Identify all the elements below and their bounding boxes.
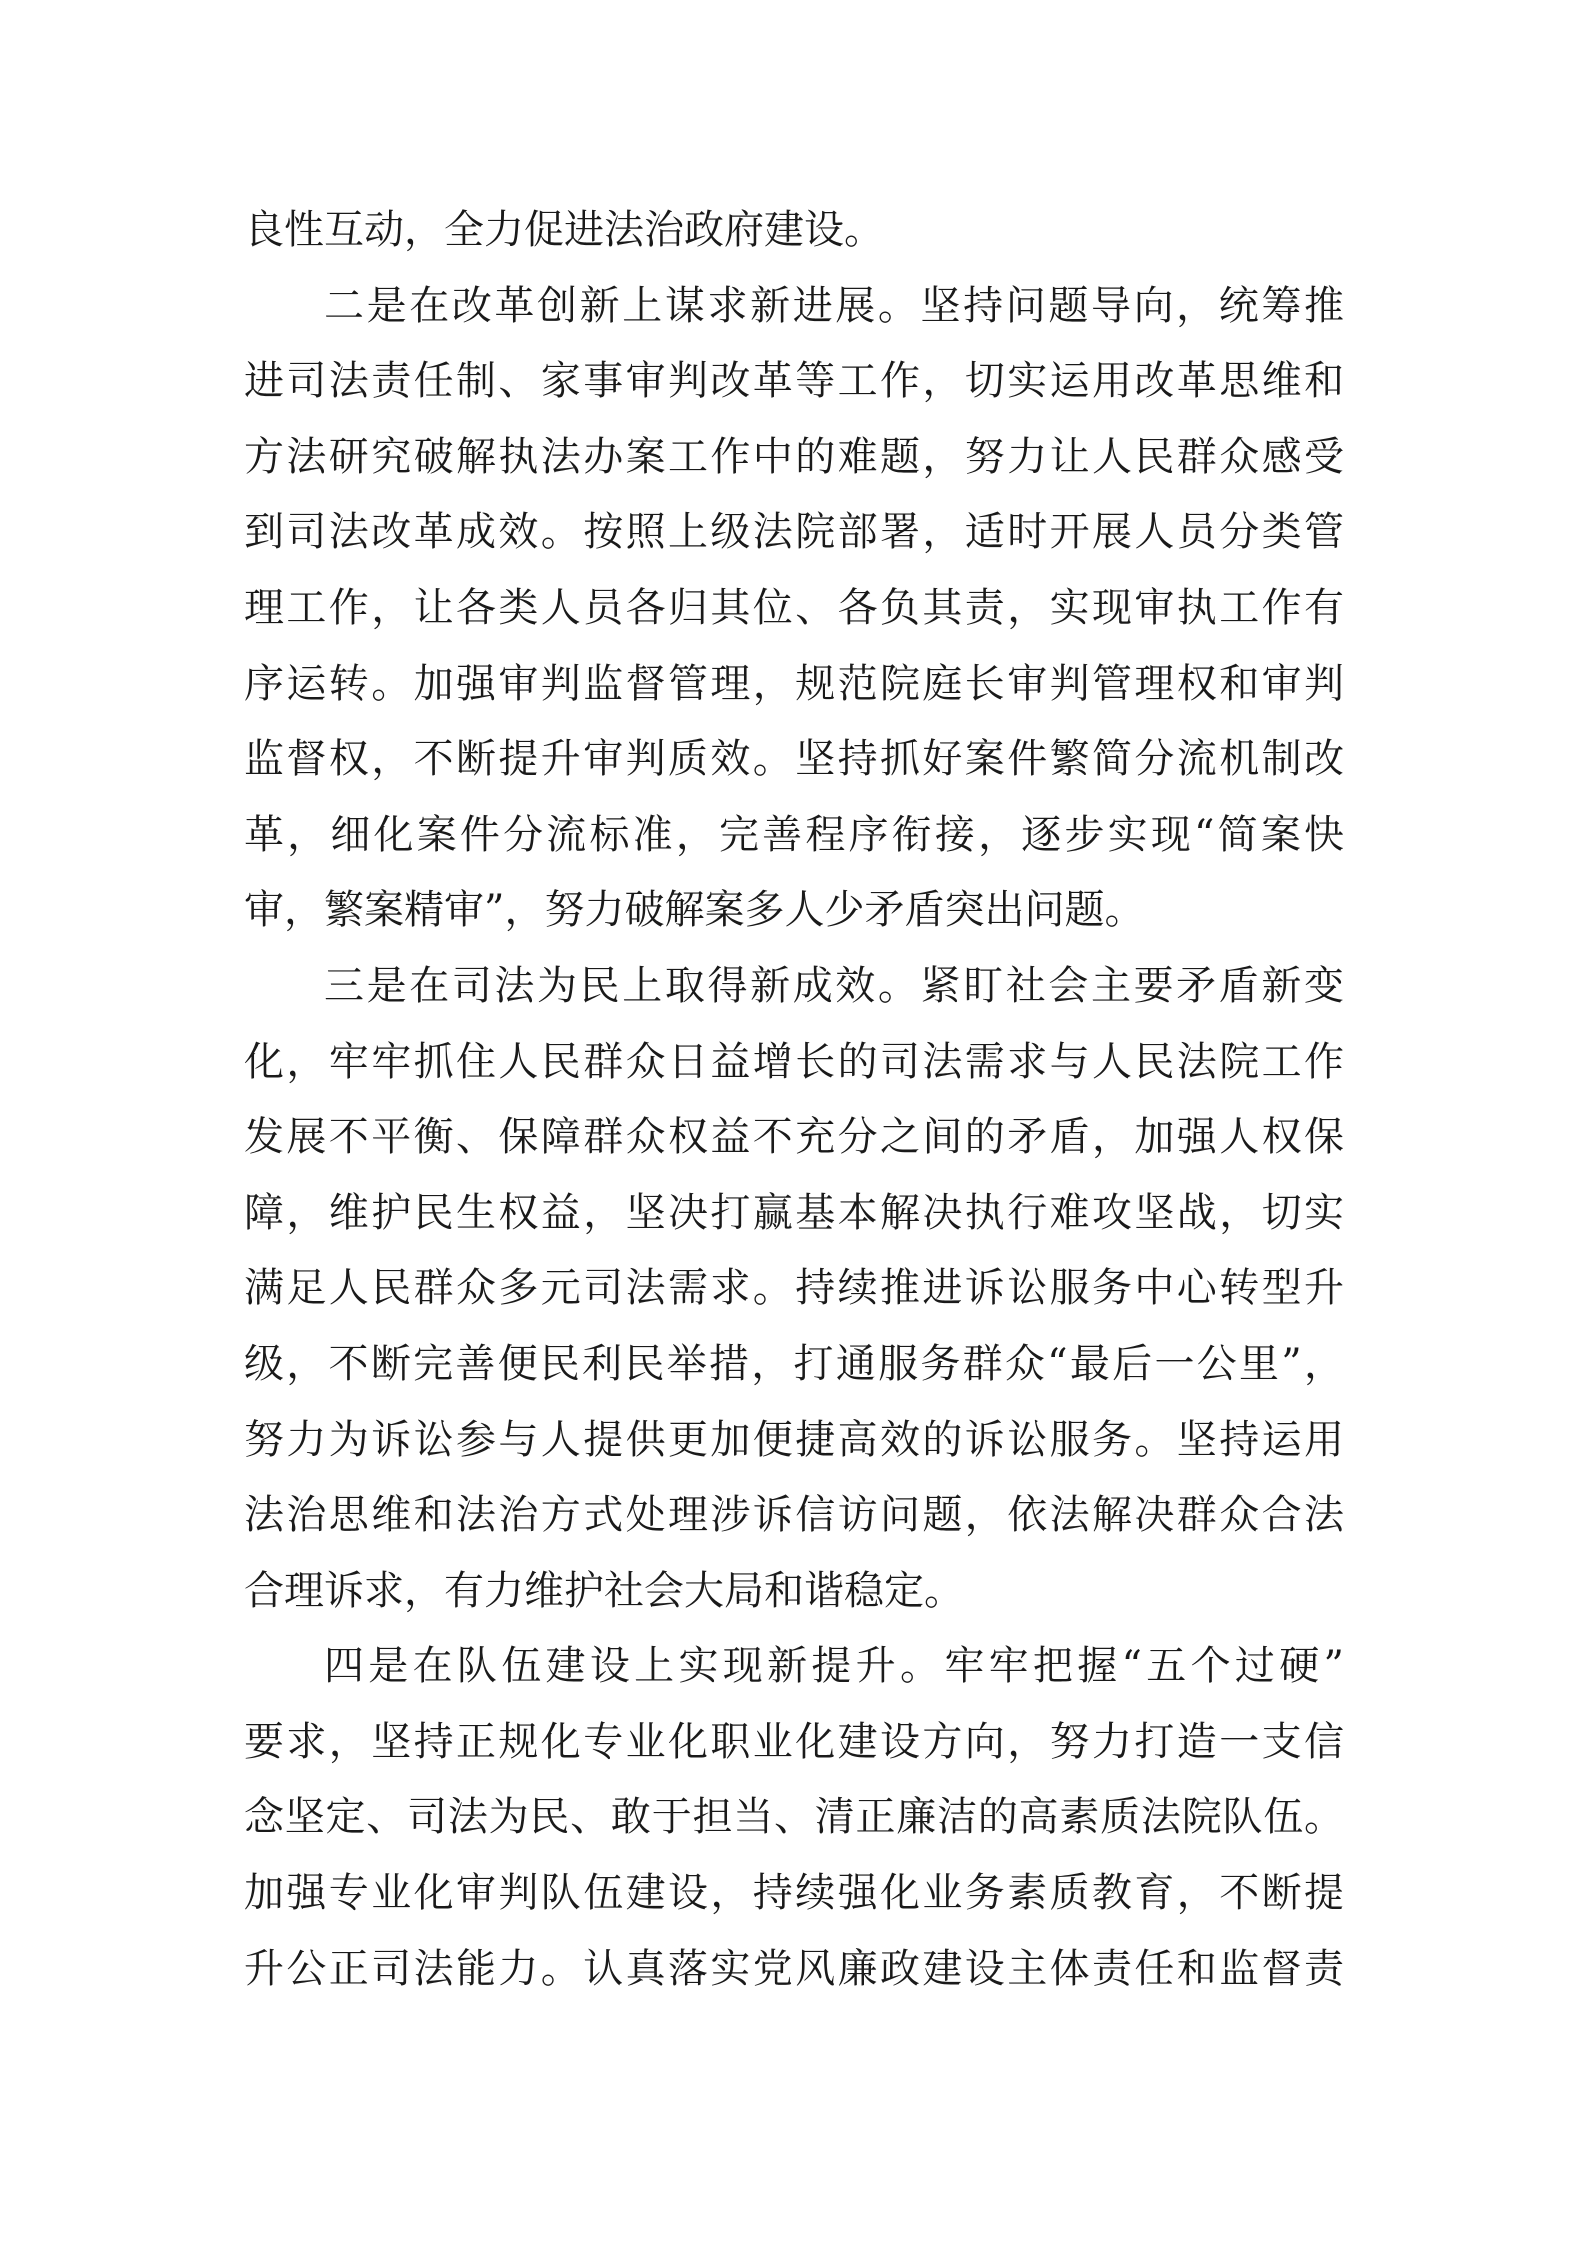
paragraph-line: 升公正司法能力。认真落实党风廉政建设主体责任和监督责	[244, 1945, 1344, 1992]
paragraph-line: 加强专业化审判队伍建设，持续强化业务素质教育，不断提	[244, 1870, 1344, 1917]
paragraph-line: 理工作，让各类人员各归其位、各负其责，实现审执工作有	[244, 584, 1344, 631]
paragraph-line: 级，不断完善便民利民举措，打通服务群众“最后一公里”，	[244, 1340, 1344, 1387]
paragraph-line: 障，维护民生权益，坚决打赢基本解决执行难攻坚战，切实	[244, 1189, 1344, 1236]
paragraph-line: 审，繁案精审”，努力破解案多人少矛盾突出问题。	[244, 887, 1145, 934]
paragraph-line: 进司法责任制、家事审判改革等工作，切实运用改革思维和	[244, 358, 1344, 405]
body-text	[244, 193, 1344, 2007]
paragraph-line: 革，细化案件分流标准，完善程序衔接，逐步实现“简案快	[244, 811, 1344, 858]
paragraph-line: 到司法改革成效。按照上级法院部署，适时开展人员分类管	[244, 509, 1344, 556]
paragraph-line: 合理诉求，有力维护社会大局和谐稳定。	[244, 1567, 964, 1614]
paragraph-line: 方法研究破解执法办案工作中的难题，努力让人民群众感受	[244, 433, 1344, 480]
paragraph-line: 发展不平衡、保障群众权益不充分之间的矛盾，加强人权保	[244, 1114, 1344, 1161]
paragraph-line: 满足人民群众多元司法需求。持续推进诉讼服务中心转型升	[244, 1265, 1344, 1312]
paragraph-line: 监督权，不断提升审判质效。坚持抓好案件繁简分流机制改	[244, 736, 1344, 783]
paragraph-line: 序运转。加强审判监督管理，规范院庭长审判管理权和审判	[244, 660, 1344, 707]
paragraph-line: 努力为诉讼参与人提供更加便捷高效的诉讼服务。坚持运用	[244, 1416, 1344, 1463]
paragraph-line: 二是在改革创新上谋求新进展。坚持问题导向，统筹推	[324, 282, 1344, 329]
paragraph-line: 化，牢牢抓住人民群众日益增长的司法需求与人民法院工作	[244, 1038, 1344, 1085]
paragraph-line: 良性互动，全力促进法治政府建设。	[244, 207, 884, 253]
paragraph-line: 要求，坚持正规化专业化职业化建设方向，努力打造一支信	[244, 1718, 1344, 1765]
paragraph-line: 念坚定、司法为民、敢于担当、清正廉洁的高素质法院队伍。	[244, 1794, 1344, 1841]
paragraph-line: 三是在司法为民上取得新成效。紧盯社会主要矛盾新变	[324, 962, 1344, 1009]
paragraph-line: 法治思维和法治方式处理涉诉信访问题，依法解决群众合法	[244, 1492, 1344, 1539]
paragraph-line: 四是在队伍建设上实现新提升。牢牢把握“五个过硬”	[324, 1643, 1344, 1690]
